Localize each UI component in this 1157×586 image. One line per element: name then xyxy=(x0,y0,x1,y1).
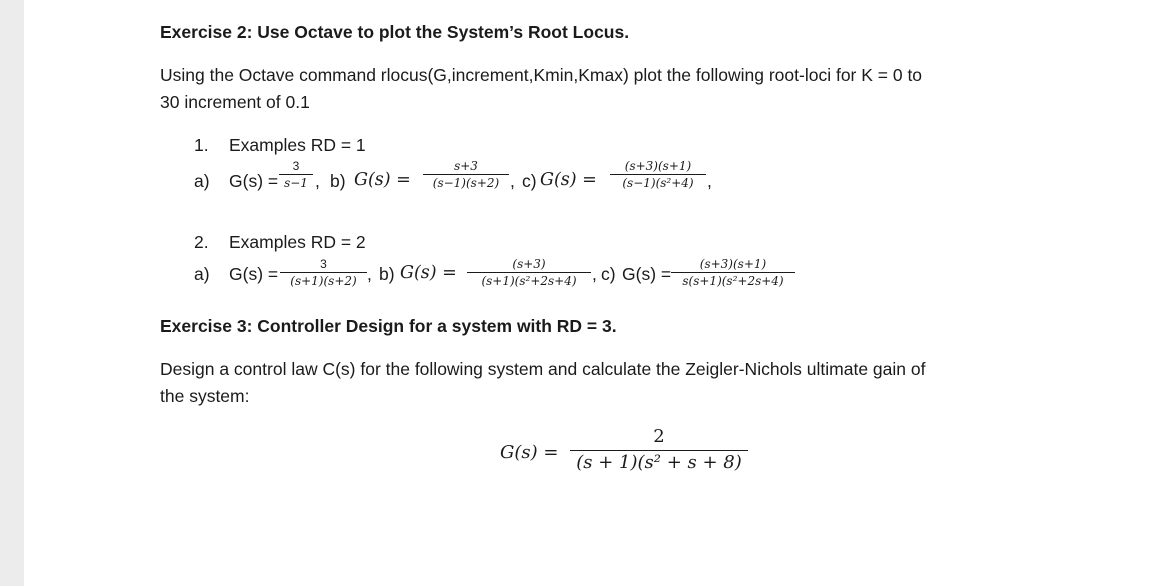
example2-a-fraction xyxy=(280,258,367,287)
example1-b-lhs: G(s) = xyxy=(354,170,411,190)
fraction-numerator: (s+3)(s+1) xyxy=(610,160,706,175)
fraction-numerator: (s+3)(s+1) xyxy=(671,258,795,273)
separator-comma: , xyxy=(315,171,320,191)
exercise2-intro-line2: 30 increment of 0.1 xyxy=(160,92,310,112)
example2-b-lhs: G(s) = xyxy=(400,263,457,283)
example1-heading: Examples RD = 1 xyxy=(229,135,366,155)
exercise3-title: Exercise 3: Controller Design for a system with RD = 3. xyxy=(160,316,617,336)
fraction-numerator: (s+3) xyxy=(467,258,591,273)
fraction-numerator: s+3 xyxy=(423,160,509,175)
fraction-denominator: (s−1)(s+2) xyxy=(432,176,500,190)
example2-b-fraction xyxy=(467,258,591,287)
example1-b-fraction xyxy=(423,160,509,189)
separator-comma: , xyxy=(707,171,712,191)
example2-c-fraction xyxy=(671,258,795,287)
exercise3-body-line2: the system: xyxy=(160,386,250,406)
fraction-numerator: 2 xyxy=(570,428,748,451)
example2-a-label: a) xyxy=(194,264,210,284)
example2-c-label: c) xyxy=(601,264,616,284)
example1-c-label: c) xyxy=(522,171,537,191)
exercise2-title: Exercise 2: Use Octave to plot the System’s Root Locus. xyxy=(160,22,630,42)
example2-c-lhs: G(s) = xyxy=(622,264,672,284)
example1-c-lhs: G(s) = xyxy=(540,170,597,190)
fraction-numerator: 3 xyxy=(280,258,367,273)
exercise3-transfer-function xyxy=(570,428,748,472)
example2-heading: Examples RD = 2 xyxy=(229,232,366,252)
example1-c-fraction xyxy=(610,160,706,189)
separator-comma: , xyxy=(510,171,515,191)
example1-number: 1. xyxy=(194,135,209,155)
fraction-numerator: 3 xyxy=(279,160,313,175)
fraction-denominator: s−1 xyxy=(284,176,308,190)
exercise3-body-line1: Design a control law C(s) for the following system and calculate the Zeigler-Nichols ultimate gain of xyxy=(160,359,926,379)
separator-comma: , xyxy=(592,264,597,284)
fraction-denominator: (s+1)(s+2) xyxy=(290,274,357,288)
example1-b-label: b) xyxy=(330,171,346,191)
example1-a-label: a) xyxy=(194,171,210,191)
exercise3-eq-lhs: G(s) = xyxy=(500,442,559,463)
example2-b-label: b) xyxy=(379,264,395,284)
fraction-denominator: (s−1)(s²+4) xyxy=(622,176,694,190)
example1-a-lhs: G(s) = xyxy=(229,171,279,191)
fraction-denominator: (s+1)(s²+2s+4) xyxy=(481,274,577,288)
fraction-denominator: s(s+1)(s²+2s+4) xyxy=(682,274,784,288)
example2-number: 2. xyxy=(194,232,209,252)
document-page xyxy=(24,0,1157,586)
fraction-denominator: (s + 1)(s² + s + 8) xyxy=(576,452,742,473)
example2-a-lhs: G(s) = xyxy=(229,264,279,284)
exercise2-intro-line1: Using the Octave command rlocus(G,increment,Kmin,Kmax) plot the following root-loci for K = 0 to xyxy=(160,65,923,85)
separator-comma: , xyxy=(367,264,372,284)
example1-a-fraction xyxy=(279,160,313,189)
